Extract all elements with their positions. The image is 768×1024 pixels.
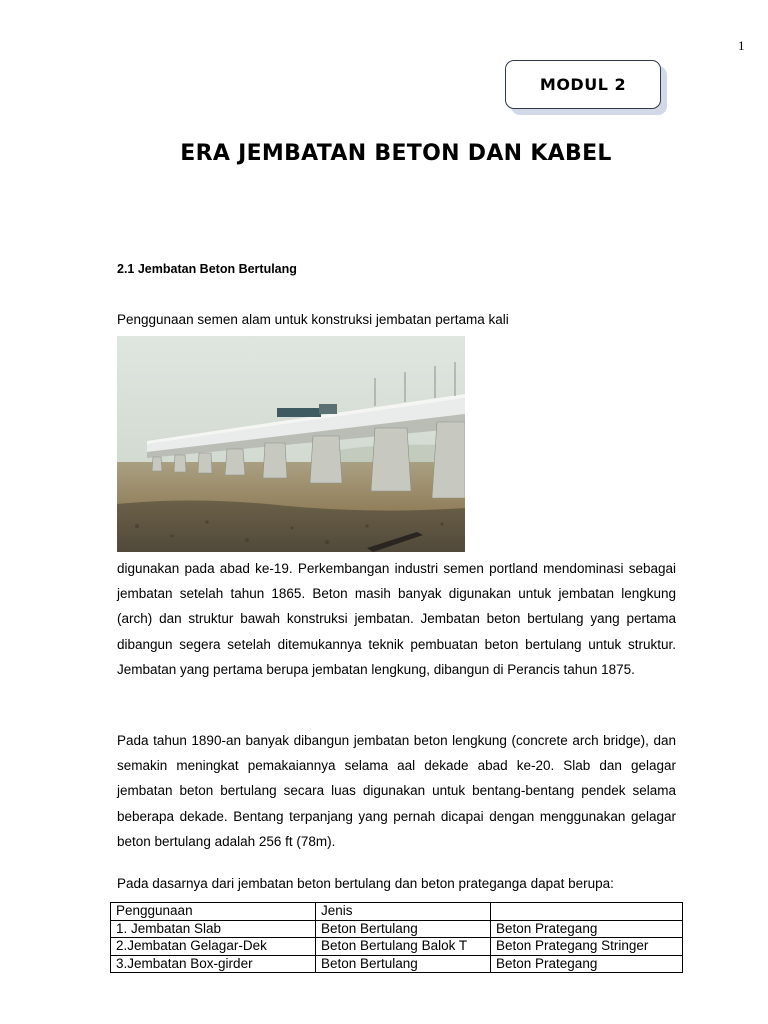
table-cell: Beton Bertulang	[316, 920, 491, 938]
table-intro: Pada dasarnya dari jembatan beton bertulang dan beton prateganga dapat berupa:	[117, 876, 614, 891]
table-cell	[491, 903, 683, 921]
table-cell: Beton Bertulang	[316, 955, 491, 973]
table-cell: Jenis	[316, 903, 491, 921]
table-cell: 2.Jembatan Gelagar-Dek	[111, 938, 316, 956]
table-cell: Beton Bertulang Balok T	[316, 938, 491, 956]
bridge-types-table	[110, 902, 683, 973]
table-row	[111, 903, 683, 921]
document-title: ERA JEMBATAN BETON DAN KABEL	[180, 141, 612, 166]
page-number: 1	[738, 38, 745, 53]
module-label: MODUL 2	[539, 75, 627, 94]
table-row	[111, 920, 683, 938]
module-label-box	[505, 60, 661, 109]
paragraph-1: digunakan pada abad ke-19. Perkembangan industri semen portland mendominasi sebagai jembatan setelah tahun 1865. Beton masih banyak digunakan untuk jembatan lengkung (arch) dan struktur bawah konstruksi jembatan. Jembatan beton bertulang yang pertama dibangun segera setelah ditemukannya teknik pembuatan beton bertulang untuk struktur. Jembatan yang pertama berupa jembatan lengkung, dibangun di Perancis tahun 1875.	[117, 561, 676, 677]
table-cell: 3.Jembatan Box-girder	[111, 955, 316, 973]
bridge-photo	[117, 336, 465, 552]
table-row	[111, 955, 683, 973]
table-row	[111, 938, 683, 956]
table-cell: 1. Jembatan Slab	[111, 920, 316, 938]
intro-line: Penggunaan semen alam untuk konstruksi jembatan pertama kali	[117, 312, 509, 327]
table-cell: Beton Prategang	[491, 955, 683, 973]
paragraph-2: Pada tahun 1890-an banyak dibangun jembatan beton lengkung (concrete arch bridge), dan semakin meningkat pemakaiannya selama aal dekade abad ke-20. Slab dan gelagar jembatan beton bertulang secara luas digunakan untuk bentang-bentang pendek selama beberapa dekade. Bentang terpanjang yang pernah dicapai dengan menggunakan gelagar beton bertulang adalah 256 ft (78m).	[117, 733, 676, 849]
table-cell: Beton Prategang	[491, 920, 683, 938]
table-cell: Beton Prategang Stringer	[491, 938, 683, 956]
table-cell: Penggunaan	[111, 903, 316, 921]
section-heading: 2.1 Jembatan Beton Bertulang	[117, 262, 297, 276]
